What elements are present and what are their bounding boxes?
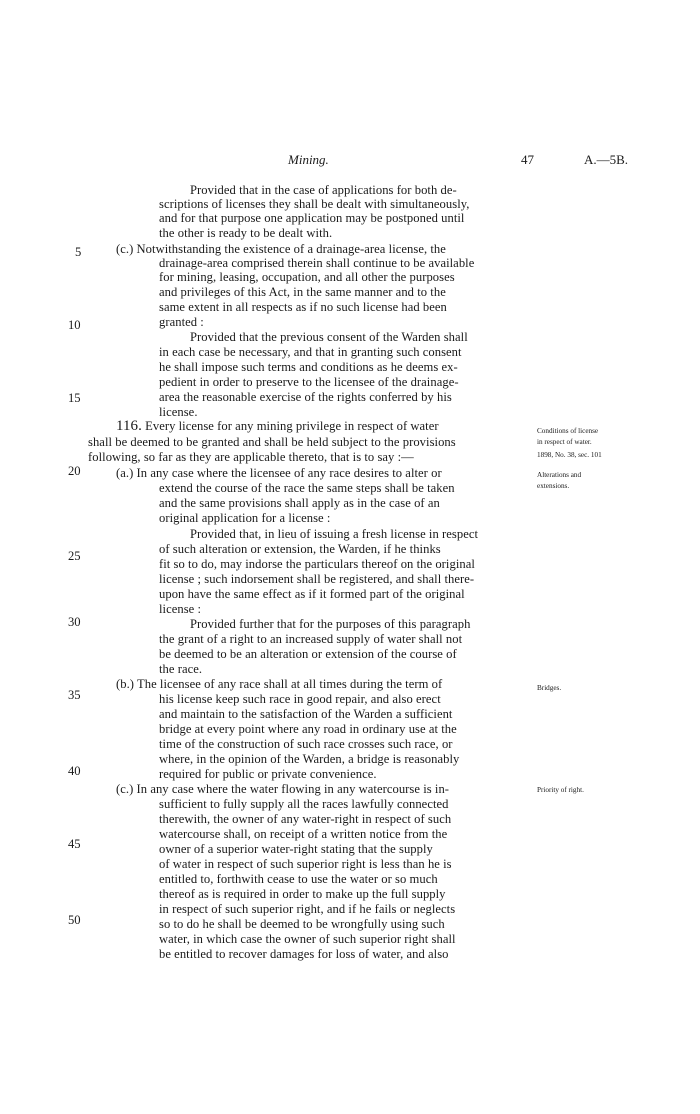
text-line: where, in the opinion of the Warden, a bridge is reasonably (159, 752, 460, 766)
text-line: and for that purpose one application may be postponed until (159, 211, 465, 225)
text-line: required for public or private convenience. (159, 767, 377, 781)
line-number: 45 (68, 837, 81, 851)
text-line: be deemed to be an alteration or extension of the course of (159, 647, 457, 661)
text-line: (b.) The licensee of any race shall at all times during the term of (116, 677, 443, 691)
text-line: the other is ready to be dealt with. (159, 226, 333, 240)
section-number: 116. (116, 418, 142, 434)
text-line: be entitled to recover damages for loss of water, and also (159, 947, 449, 961)
margin-note: Conditions of license (537, 427, 599, 435)
text-line: fit so to do, may indorse the particulars thereof on the original (159, 557, 475, 571)
text-line: scriptions of licenses they shall be dealt with simultaneously, (159, 197, 470, 211)
line-number: 10 (68, 318, 81, 332)
text-line: so to do he shall be deemed to be wrongfully using such (159, 917, 445, 931)
text-line: therewith, the owner of any water-right in respect of such (159, 812, 452, 826)
margin-note: Bridges. (537, 684, 562, 692)
text-line: granted : (159, 315, 204, 329)
text-line: sufficient to fully supply all the races lawfully connected (159, 797, 449, 811)
line-number: 40 (68, 764, 81, 778)
text-line: shall be deemed to be granted and shall be held subject to the provisions (88, 435, 456, 449)
text-line: original application for a license : (159, 511, 331, 525)
text-line: extend the course of the race the same steps shall be taken (159, 481, 455, 495)
line-number: 25 (68, 549, 81, 563)
text-line: Provided that the previous consent of the Warden shall (190, 330, 468, 344)
line-number: 35 (68, 688, 81, 702)
line-number: 5 (75, 245, 82, 259)
text-line: in each case be necessary, and that in granting such consent (159, 345, 462, 359)
margin-note: in respect of water. (537, 438, 592, 446)
text-line: following, so far as they are applicable thereto, that is to say :— (88, 450, 414, 464)
text-line: thereof as is required in order to make up the full supply (159, 887, 446, 901)
parliamentary-reference: A.—5B. (584, 152, 629, 167)
text-line: (a.) In any case where the licensee of any race desires to alter or (116, 466, 442, 480)
text-line: and privileges of this Act, in the same manner and to the (159, 285, 446, 299)
text-line: he shall impose such terms and conditions as he deems ex- (159, 360, 458, 374)
text-line: license ; such indorsement shall be registered, and shall there- (159, 572, 475, 586)
text-line: area the reasonable exercise of the rights conferred by his (159, 390, 452, 404)
text-line: his license keep such race in good repair, and also erect (159, 692, 441, 706)
text-line: (c.) In any case where the water flowing in any watercourse is in- (116, 782, 450, 796)
line-number: 50 (68, 913, 81, 927)
margin-note: extensions. (537, 482, 570, 490)
text-line: watercourse shall, on receipt of a written notice from the (159, 827, 448, 841)
text-line: Provided that in the case of applications for both de- (190, 183, 457, 197)
text-line: Provided that, in lieu of issuing a fresh license in respect (190, 527, 479, 541)
text-line: time of the construction of such race crosses such race, or (159, 737, 453, 751)
text-line: and the same provisions shall apply as in the case of an (159, 496, 440, 510)
margin-note: Priority of right. (537, 786, 584, 794)
text-line: in respect of such superior right, and if he fails or neglects (159, 902, 456, 916)
text-line: license : (159, 602, 202, 616)
text-line: the grant of a right to an increased supply of water shall not (159, 632, 463, 646)
line-number: 30 (68, 615, 81, 629)
text-line: owner of a superior water-right stating that the supply (159, 842, 433, 856)
text-line: drainage-area comprised therein shall continue to be available (159, 256, 475, 270)
line-number: 20 (68, 464, 81, 478)
text-line: and maintain to the satisfaction of the Warden a sufficient (159, 707, 453, 721)
section-first-line: 116. Every license for any mining privilege in respect of water (116, 418, 439, 434)
text-line: (c.) Notwithstanding the existence of a drainage-area license, the (116, 242, 446, 256)
text-line: water, in which case the owner of such superior right shall (159, 932, 456, 946)
text-line: upon have the same effect as if it formed part of the original (159, 587, 465, 601)
text-line: same extent in all respects as if no such license had been (159, 300, 447, 314)
page-number: 47 (521, 152, 534, 167)
text-line: for mining, leasing, occupation, and all other the purposes (159, 270, 455, 284)
text-line: pedient in order to preserve to the licensee of the drainage- (159, 375, 459, 389)
text-line: entitled to, forthwith cease to use the water or so much (159, 872, 438, 886)
margin-note: 1898, No. 38, sec. 101 (537, 451, 602, 459)
text-line: the race. (159, 662, 203, 676)
text-line: of such alteration or extension, the Warden, if he thinks (159, 542, 441, 556)
text-line: license. (159, 405, 198, 419)
margin-note: Alterations and (537, 471, 582, 479)
text-line: of water in respect of such superior right is less than he is (159, 857, 452, 871)
text-line: Provided further that for the purposes of this paragraph (190, 617, 471, 631)
text-line: bridge at every point where any road in ordinary use at the (159, 722, 457, 736)
running-title: Mining. (288, 152, 329, 167)
line-number: 15 (68, 391, 81, 405)
